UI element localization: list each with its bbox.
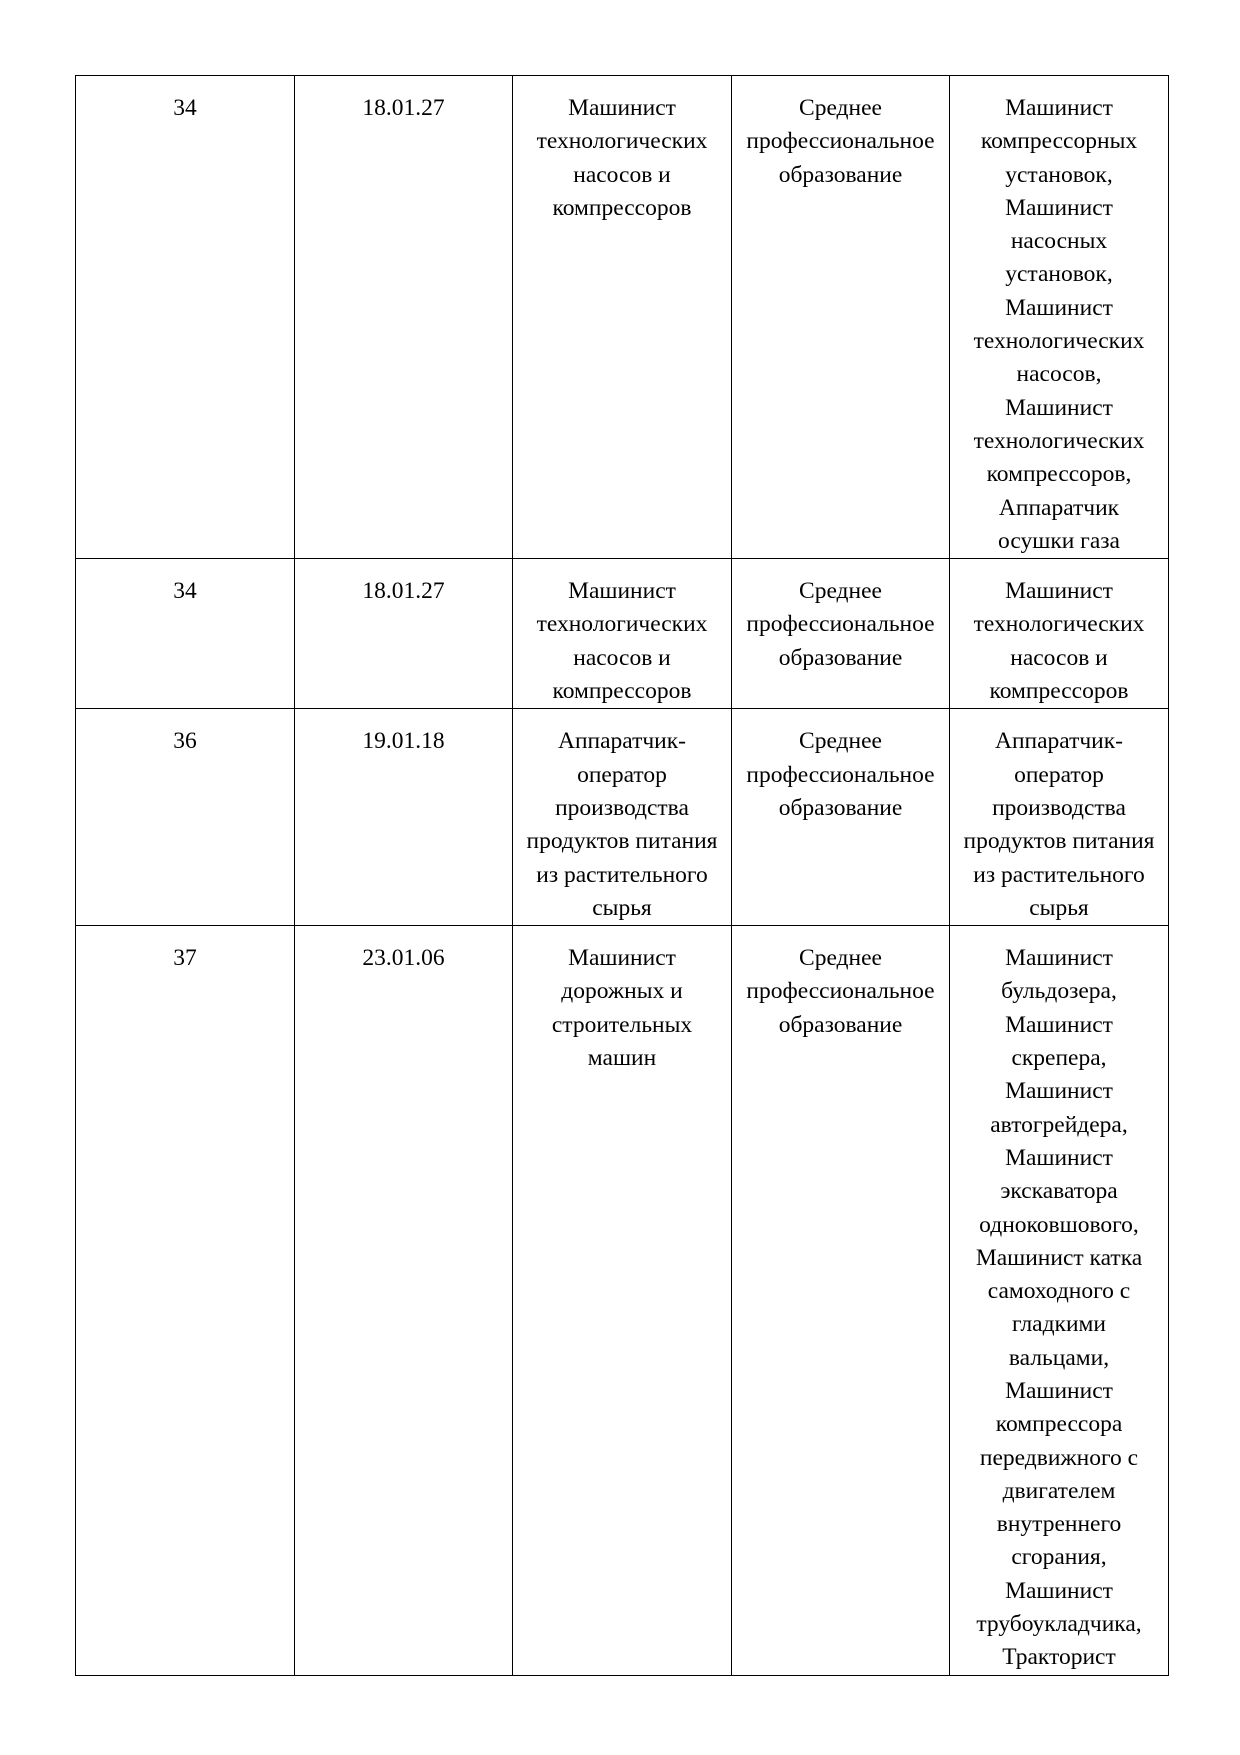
- row-number-cell: 36: [76, 709, 295, 926]
- profession-code-cell: 19.01.18: [295, 709, 513, 926]
- table-row: [76, 926, 1169, 1676]
- profession-code-cell: 18.01.27: [295, 76, 513, 559]
- profession-name-cell: Машинист технологических насосов и компрессоров: [513, 76, 732, 559]
- qualification-cell: Машинист бульдозера, Машинист скрепера, Машинист автогрейдера, Машинист экскаватора одноковшового, Машинист катка самоходного с гладкими вальцами, Машинист компрессора передвижного с двигателем внутреннего сгорания, Машинист трубоукладчика, Тракторист: [950, 926, 1169, 1676]
- qualification-cell: Машинист технологических насосов и компрессоров: [950, 559, 1169, 709]
- education-level-cell: Среднее профессиональное образование: [732, 926, 950, 1676]
- profession-name-cell: Аппаратчик- оператор производства продуктов питания из растительного сырья: [513, 709, 732, 926]
- table-row: [76, 76, 1169, 559]
- profession-name-cell: Машинист дорожных и строительных машин: [513, 926, 732, 1676]
- education-level-cell: Среднее профессиональное образование: [732, 709, 950, 926]
- qualification-cell: Машинист компрессорных установок, Машинист насосных установок, Машинист технологических насосов, Машинист технологических компрессоров, Аппаратчик осушки газа: [950, 76, 1169, 559]
- table-row: [76, 559, 1169, 709]
- table-row: [76, 709, 1169, 926]
- professions-table: [75, 75, 1169, 1676]
- row-number-cell: 37: [76, 926, 295, 1676]
- profession-code-cell: 18.01.27: [295, 559, 513, 709]
- profession-name-cell: Машинист технологических насосов и компрессоров: [513, 559, 732, 709]
- qualification-cell: Аппаратчик- оператор производства продуктов питания из растительного сырья: [950, 709, 1169, 926]
- education-level-cell: Среднее профессиональное образование: [732, 76, 950, 559]
- profession-code-cell: 23.01.06: [295, 926, 513, 1676]
- education-level-cell: Среднее профессиональное образование: [732, 559, 950, 709]
- row-number-cell: 34: [76, 559, 295, 709]
- row-number-cell: 34: [76, 76, 295, 559]
